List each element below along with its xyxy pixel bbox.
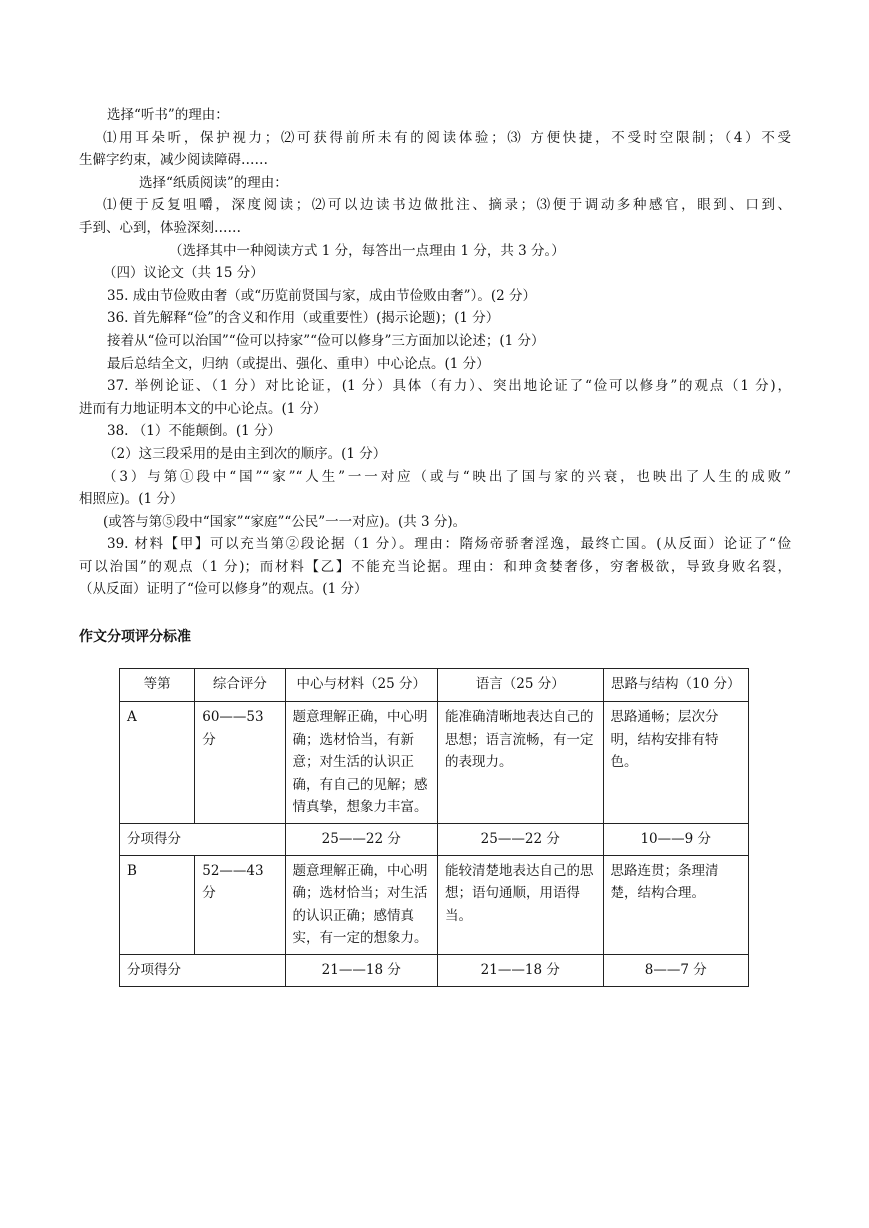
cell-structure: 思路连贯；条理清楚，结构合理。 [603,855,748,954]
cell-language: 能较清楚地表达自己的思想；语句通顺，用语得当。 [438,855,604,954]
text-line: 生僻字约束，减少阅读障碍…… [79,152,268,169]
cell-language: 能准确清晰地表达自己的思想；语言流畅，有一定的表现力。 [438,702,604,824]
text-line: 39. 材料【甲】可以充当第②段论据（1 分）。理由：隋炀帝骄奢淫逸，最终亡国。(从反面）论证了“俭 [107,536,791,553]
cell-subscore-label: 分项得分 [120,954,286,986]
cell-subscore-center: 25——22 分 [285,823,437,855]
answer-key-text [79,104,791,601]
text-line: (或答与第⑤段中“国家”“家庭”“公民”一一对应)。(共 3 分)。 [103,513,467,530]
cell-center: 题意理解正确，中心明确；选材恰当，有新意；对生活的认识正确，有自己的见解；感情真挚，想象力丰富。 [285,702,437,824]
text-line: 选择“纸质阅读”的理由： [139,174,288,191]
cell-grade: A [120,702,195,824]
text-line: 36. 首先解释“俭”的含义和作用（或重要性）(揭示论题)；(1 分） [107,310,500,327]
header-structure: 思路与结构（10 分） [603,669,748,702]
cell-subscore-language: 21——18 分 [438,954,604,986]
header-center: 中心与材料（25 分） [285,669,437,702]
text-line: 38. （1）不能颠倒。(1 分） [107,423,281,440]
header-language: 语言（25 分） [438,669,604,702]
table-header-row [120,669,749,702]
cell-subscore-language: 25——22 分 [438,823,604,855]
essay-scoring-table [119,668,749,987]
cell-grade: B [120,855,195,954]
text-line: 手到、心到，体验深刻…… [79,219,241,236]
section-title: 作文分项评分标准 [79,629,191,645]
cell-subscore-structure: 10——9 分 [603,823,748,855]
header-overall: 综合评分 [195,669,285,702]
text-line: （从反面）证明了“俭可以修身”的观点。(1 分） [79,581,368,598]
header-grade: 等第 [120,669,195,702]
text-line: ⑴便于反复咀嚼，深度阅读；⑵可以边读书边做批注、摘录；⑶便于调动多种感官，眼到、口到、 [103,197,791,214]
text-line: 选择“听书”的理由： [107,107,229,123]
text-line: 可以治国”的观点（1 分)；而材料【乙】不能充当论据。理由：和珅贪婪奢侈，穷奢极欲，导致身败名裂， [79,558,791,575]
cell-subscore-label: 分项得分 [120,823,286,855]
text-line: 37. 举例论证、（1 分）对比论证，(1 分）具体（有力）、突出地论证了“俭可以修身”的观点（1 分)， [107,378,791,395]
table-row-grade-a [120,702,749,824]
table-row-subscore-a [120,823,749,855]
text-line: （2）这三段采用的是由主到次的顺序。(1 分） [103,445,387,462]
cell-subscore-center: 21——18 分 [285,954,437,986]
text-line: 接着从“俭可以治国”“俭可以持家”“俭可以修身”三方面加以论述；(1 分） [107,332,545,349]
text-line: 相照应)。(1 分） [79,491,184,508]
table-row-grade-b [120,855,749,954]
text-line: （四）议论文（共 15 分） [103,265,264,282]
cell-center: 题意理解正确，中心明确；选材恰当；对生活的认识正确；感情真实，有一定的想象力。 [285,855,437,954]
cell-structure: 思路通畅；层次分明，结构安排有特色。 [603,702,748,824]
text-line: （3）与第①段中“国”“家”“人生”一一对应（或与“映出了国与家的兴衰，也映出了人生的成败” [103,468,791,485]
table-row-subscore-b [120,954,749,986]
cell-score: 60——53 分 [195,702,285,824]
cell-subscore-structure: 8——7 分 [603,954,748,986]
text-line: ⑴用耳朵听，保护视力；⑵可获得前所未有的阅读体验；⑶ 方便快捷，不受时空限制；（4）不受 [103,129,791,146]
text-line: 最后总结全文，归纳（或提出、强化、重申）中心论点。(1 分） [107,355,490,372]
text-line: 进而有力地证明本文的中心论点。(1 分） [79,400,327,417]
cell-score: 52——43 分 [195,855,285,954]
text-line: 35. 成由节俭败由奢（或“历览前贤国与家，成由节俭败由奢”）。(2 分） [107,287,536,304]
text-line: （选择其中一种阅读方式 1 分，每答出一点理由 1 分，共 3 分。） [169,242,565,259]
